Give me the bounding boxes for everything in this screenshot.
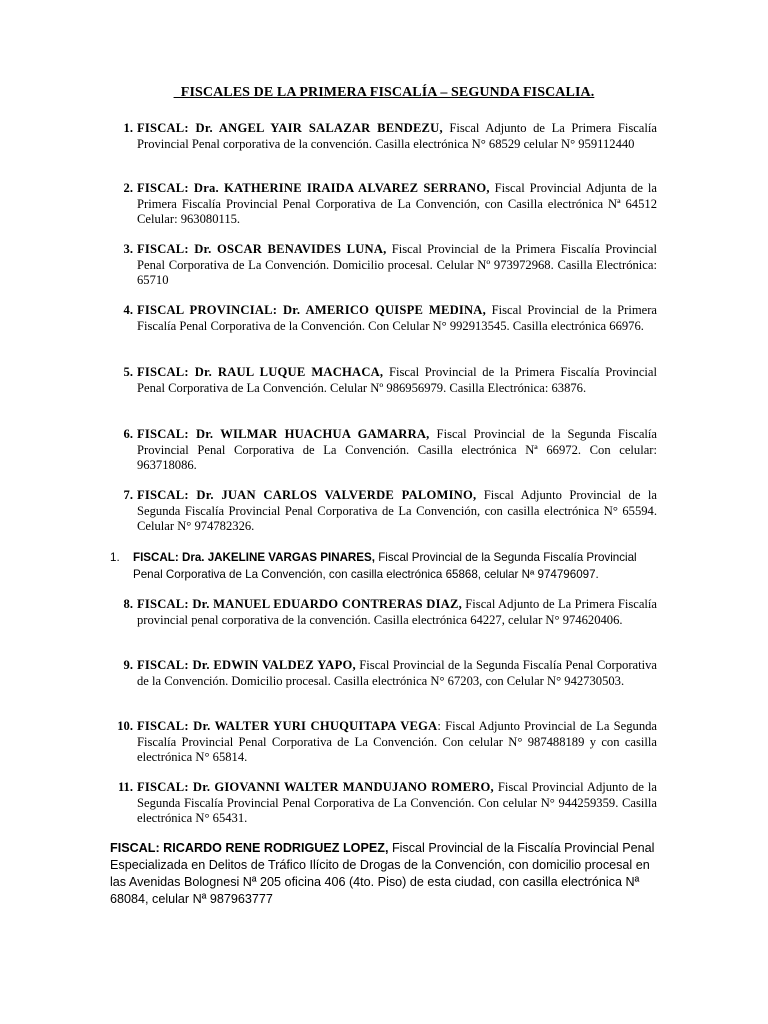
entry-heading: FISCAL: Dr. JUAN CARLOS VALVERDE PALOMINO, [137, 488, 477, 502]
entry-heading: FISCAL: Dra. KATHERINE IRAIDA ALVAREZ SERRANO, [137, 181, 490, 195]
entry-text: Fiscal Provincial de la Segunda Fiscalía Penal Corporativa de la Convención. Domicilio procesal. Casilla electrónica N° 67203, con Celular N° 942730503. [137, 658, 658, 688]
final-text: Fiscal Provincial de la Fiscalía Provincial Penal Especializada en Delitos de Tráfico Ilícito de Drogas de la Convención, con domicilio procesal en las Avenidas Bolognesi Nª 205 oficina 406 (4to. Piso) de esta ciudad, con casilla electrónica Nª 68084, celular Nª 987963777 [110, 841, 655, 906]
entry-number: 5. [123, 365, 133, 379]
entry-text: Fiscal Adjunto de La Primera Fiscalía Provincial Penal corporativa de la convención. Casilla electrónica N° 68529 celular N° 959112440 [137, 121, 657, 151]
fiscal-entry [123, 488, 657, 535]
entry-text: Fiscal Adjunto de La Primera Fiscalía provincial penal corporativa de la convención. Casilla electrónica 64227, celular N° 974620406. [137, 597, 657, 627]
fiscal-entry [123, 597, 657, 628]
entry-number: 6. [123, 427, 133, 441]
fiscal-entry [123, 181, 657, 228]
entry-text: Fiscal Provincial de la Primera Fiscalía Provincial Penal Corporativa de La Convención. Domicilio procesal. Celular Nº 973972968. Casilla Electrónica: 65710 [137, 242, 657, 288]
entry-text: Fiscal Provincial de la Segunda Fiscalía Provincial Penal Corporativa de La Convención. Casilla electrónica Nª 66972. Con celular: 963718086. [137, 427, 657, 473]
fiscal-entry-sans [110, 550, 670, 583]
entry-text: Fiscal Provincial Adjunta de la Primera Fiscalía Provincial Penal Corporativa de La Convención, con Casilla electrónica Nª 64512 Celular: 963080115. [137, 181, 657, 227]
entry-text: Fiscal Adjunto Provincial de la Segunda Fiscalía Provincial Penal Corporativa de La Convención, con casilla electrónica N° 65594. Celular N° 974782326. [137, 488, 657, 534]
entry-heading: FISCAL: Dr. WILMAR HUACHUA GAMARRA, [137, 427, 430, 441]
fiscal-entry [123, 242, 657, 289]
entry-heading: FISCAL: Dra. JAKELINE VARGAS PINARES, [133, 551, 375, 564]
entry-number: 4. [123, 303, 133, 317]
sans-entry-line1 [110, 550, 670, 567]
final-heading: FISCAL: RICARDO RENE RODRIGUEZ LOPEZ, [110, 841, 389, 855]
fiscal-entry [117, 719, 657, 766]
entry-text: : Fiscal Adjunto Provincial de La Segunda Fiscalía Provincial Penal Corporativa de La Convención. Con celular N° 987488189 y con casilla electrónica N° 65814. [137, 719, 657, 765]
document-title: _FISCALES DE LA PRIMERA FISCALÍA – SEGUNDA FISCALIA. [173, 85, 595, 100]
fiscal-entry [123, 365, 657, 396]
entry-number: 7. [123, 488, 133, 502]
entry-heading: FISCAL: Dr. RAUL LUQUE MACHACA, [137, 365, 384, 379]
entry-heading: FISCAL: Dr. MANUEL EDUARDO CONTRERAS DIAZ, [137, 597, 462, 611]
entry-heading: FISCAL PROVINCIAL: Dr. AMERICO QUISPE MEDINA, [137, 303, 486, 317]
fiscal-entry [123, 121, 657, 152]
sans-entry-line2: Penal Corporativa de La Convención, con casilla electrónica 65868, celular Nª 974796097. [133, 567, 599, 581]
entry-text: Fiscal Provincial de la Segunda Fiscalía Provincial [375, 551, 637, 564]
fiscal-entry [123, 427, 657, 474]
entry-number: 3. [123, 242, 133, 256]
entry-heading: FISCAL: Dr. EDWIN VALDEZ YAPO, [137, 658, 356, 672]
entry-heading: FISCAL: Dr. WALTER YURI CHUQUITAPA VEGA [137, 719, 438, 733]
fiscal-entry [117, 780, 658, 827]
fiscal-entry [123, 658, 658, 689]
entry-heading: FISCAL: Dr. GIOVANNI WALTER MANDUJANO ROMERO, [137, 780, 494, 794]
entry-number: 1. [123, 121, 133, 135]
entry-heading: FISCAL: Dr. ANGEL YAIR SALAZAR BENDEZU, [137, 121, 443, 135]
entry-number: 9. [123, 658, 133, 672]
entry-number: 8. [123, 597, 133, 611]
entry-text: Fiscal Provincial de la Primera Fiscalía Provincial Penal Corporativa de La Convención. Celular Nº 986956979. Casilla Electrónica: 63876. [137, 365, 657, 395]
entry-text: Fiscal Provincial Adjunto de la Segunda Fiscalía Provincial Penal Corporativa de La Convención. Con celular N° 944259359. Casilla electrónica N° 65431. [137, 780, 658, 826]
final-fiscal-entry [110, 840, 662, 908]
entry-text: Fiscal Provincial de la Primera Fiscalía Penal Corporativa de la Convención. Con Celular N° 992913545. Casilla electrónica 66976. [137, 303, 657, 333]
entry-number: 10. [117, 719, 133, 733]
entry-heading: FISCAL: Dr. OSCAR BENAVIDES LUNA, [137, 242, 387, 256]
entry-number: 1. [110, 551, 120, 564]
fiscal-entry [123, 303, 657, 334]
entry-number: 2. [123, 181, 133, 195]
entry-number: 11. [117, 780, 133, 794]
